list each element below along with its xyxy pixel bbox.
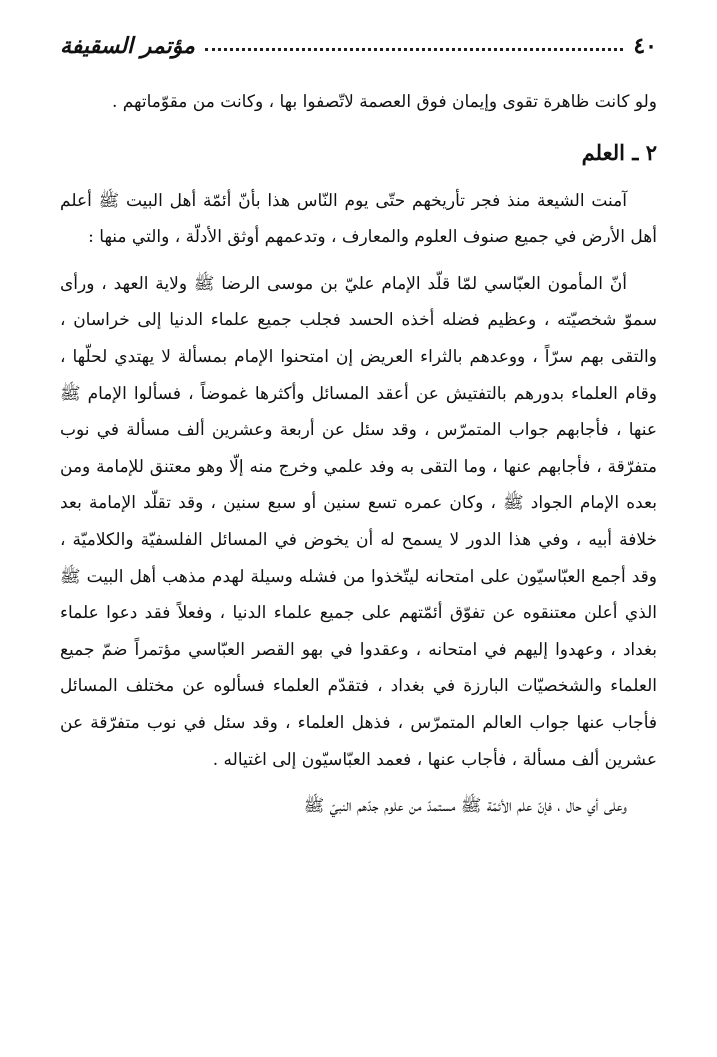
document-page	[60, 26, 657, 1037]
paragraph-continuation: ولو كانت ظاهرة تقوى وإيمان فوق العصمة لاتّصفوا بها ، وكانت من مقوّماتهم .	[111, 92, 657, 112]
running-header	[60, 26, 657, 66]
paragraph-closing: وعلى أي حال ، فإنّ علم الأئمّة ﷺ مستمدّ من علوم جدّهم النبيّ ﷺ	[303, 796, 627, 817]
book-title: مؤتمر السقيفة	[60, 33, 195, 59]
section-heading: ٢ ـ العلم	[581, 139, 657, 165]
header-dotted-leader	[205, 48, 623, 51]
page-number: ٤٠	[633, 33, 657, 59]
body-text	[60, 84, 657, 825]
paragraph-main: أنّ المأمون العبّاسي لمّا قلّد الإمام عليّ بن موسى الرضا ﷺ ولاية العهد ، ورأى سموّ شخصيّته ، وعظيم فضله أخذه الحسد فجلب جميع علماء الدنيا إلى خراسان ، والتقى بهم سرّاً ، ووعدهم بالثراء العريض إن امتحنوا الإمام بمسألة لا يهتدي لحلّها ، وقام العلماء بدورهم بالتفتيش عن أعقد المسائل وأكثرها غموضاً ، فسألوا الإمام ﷺ عنها ، فأجابهم جواب المتمرّس ، وقد سئل عن أربعة وعشرين ألف مسألة في نوب متفرّقة ، فأجابهم عنها ، وما التقى به وفد علمي وخرج منه إلّا وهو معتنق للإمامة ومن بعده الإمام الجواد ﷺ ، وكان عمره تسع سنين أو سبع سنين ، وقد تقلّد الإمامة بعد خلافة أبيه ، وفي هذا الدور لا يسمح له أن يخوض في المسائل الفلسفيّة والكلاميّة ، وقد أجمع العبّاسيّون على امتحانه ليتّخذوا من فشله وسيلة لهدم مذهب أهل البيت ﷺ الذي أعلن معتنقوه عن تفوّق أئمّتهم على جميع علماء الدنيا ، وفعلاً فقد دعوا علماء بغداد ، وعهدوا إليهم في امتحانه ، وعقدوا في بهو القصر العبّاسي مؤتمراً ضمّ جميع العلماء والشخصيّات البارزة في بغداد ، فتقدّم العلماء فسألوه عن مختلف المسائل فأجاب عنها جواب العالم المتمرّس ، فذهل العلماء ، وقد سئل في نوب متفرّقة عن عشرين ألف مسألة ، فأجاب عنها ، فعمد العبّاسيّون إلى اغتياله .	[60, 273, 657, 770]
paragraph-intro: آمنت الشيعة منذ فجر تأريخهم حتّى يوم النّاس هذا بأنّ أئمّة أهل البيت ﷺ أعلم أهل الأرض في جميع صنوف العلوم والمعارف ، وتدعمهم أوثق الأدلّة ، والتي منها :	[60, 190, 657, 248]
